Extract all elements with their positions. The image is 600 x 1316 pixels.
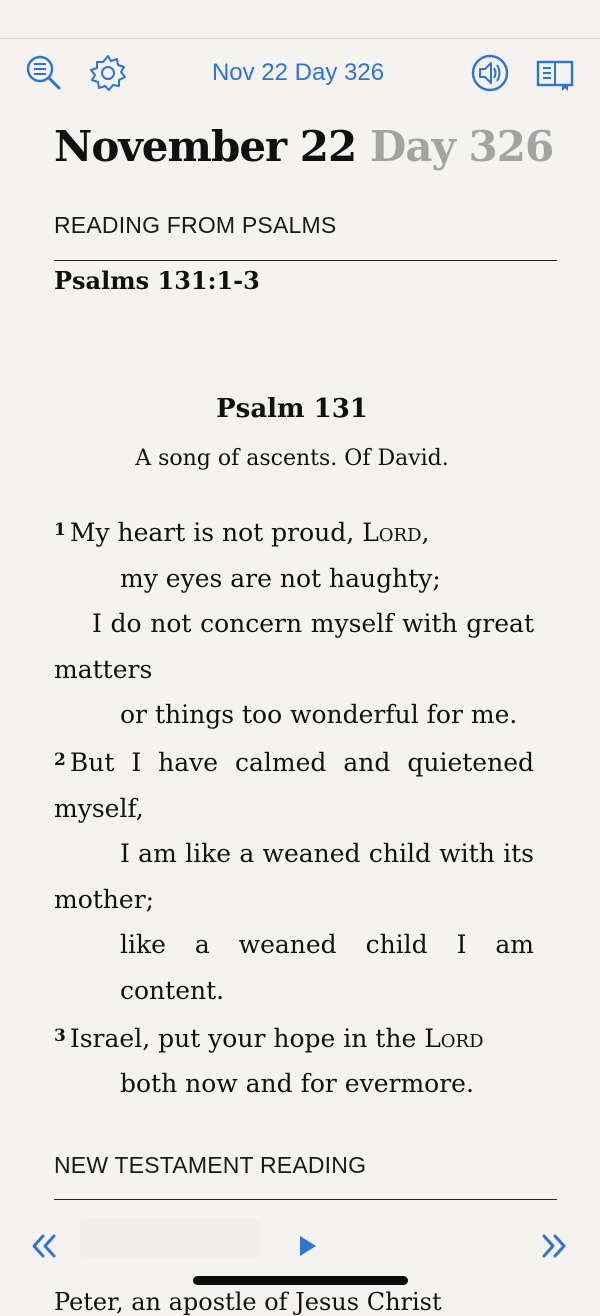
verse-line (54, 738, 534, 786)
verse-number: 2 (54, 749, 66, 770)
verse-line: I am like a weaned child with its (120, 839, 534, 869)
verse-line: like a weaned child I am content. (120, 930, 534, 1005)
speaker-icon[interactable] (468, 50, 512, 96)
nt-divider (54, 1199, 557, 1200)
psalm-superscription: A song of ascents. Of David. (135, 446, 449, 471)
play-icon[interactable] (287, 1228, 327, 1264)
verse-text: But I have calmed and quietened (69, 747, 534, 777)
verse-line: matters (54, 654, 153, 684)
verse-line: mother; (54, 884, 155, 914)
verse-number: 1 (54, 520, 66, 540)
top-divider (0, 38, 600, 39)
home-indicator[interactable] (193, 1276, 408, 1285)
next-passage-peek: Peter, an apostle of Jesus Christ (54, 1288, 442, 1316)
toolbar (0, 50, 600, 100)
psalm-title: Psalm 131 (216, 394, 368, 424)
verse-text: , (421, 518, 430, 547)
verse-line (54, 508, 534, 556)
passage-reference: Psalms 131:1-3 (54, 266, 260, 295)
verse-text: My heart is not proud, (69, 518, 363, 547)
page-title (54, 122, 553, 171)
verse-line: or things too wonderful for me. (120, 700, 518, 730)
gear-icon[interactable] (86, 50, 130, 96)
lord-text: Lord (362, 518, 422, 547)
psalms-section-label: READING FROM PSALMS (54, 212, 337, 238)
verse-line: both now and for evermore. (120, 1069, 474, 1099)
verse-line: myself, (54, 793, 144, 823)
lord-text: Lord (424, 1023, 484, 1053)
date-heading: November 22 (54, 122, 357, 171)
search-icon[interactable] (22, 50, 66, 96)
day-heading: Day 326 (369, 122, 554, 171)
verse-line (54, 1014, 534, 1062)
book-icon[interactable] (533, 50, 577, 96)
verse-line: I do not concern myself with great (92, 609, 534, 639)
psalm-text (54, 508, 534, 1107)
toolbar-title[interactable]: Nov 22 Day 326 (211, 59, 385, 86)
double-chevron-right-icon[interactable] (534, 1228, 574, 1264)
verse-text: Israel, put your hope in the (69, 1023, 425, 1053)
blurred-reference (80, 1218, 260, 1258)
nt-section-label: NEW TESTAMENT READING (54, 1152, 367, 1178)
verse-line: my eyes are not haughty; (120, 563, 441, 593)
psalms-divider (54, 260, 557, 261)
verse-number: 3 (54, 1025, 66, 1046)
double-chevron-left-icon[interactable] (24, 1228, 64, 1264)
bottom-nav (0, 1214, 600, 1278)
